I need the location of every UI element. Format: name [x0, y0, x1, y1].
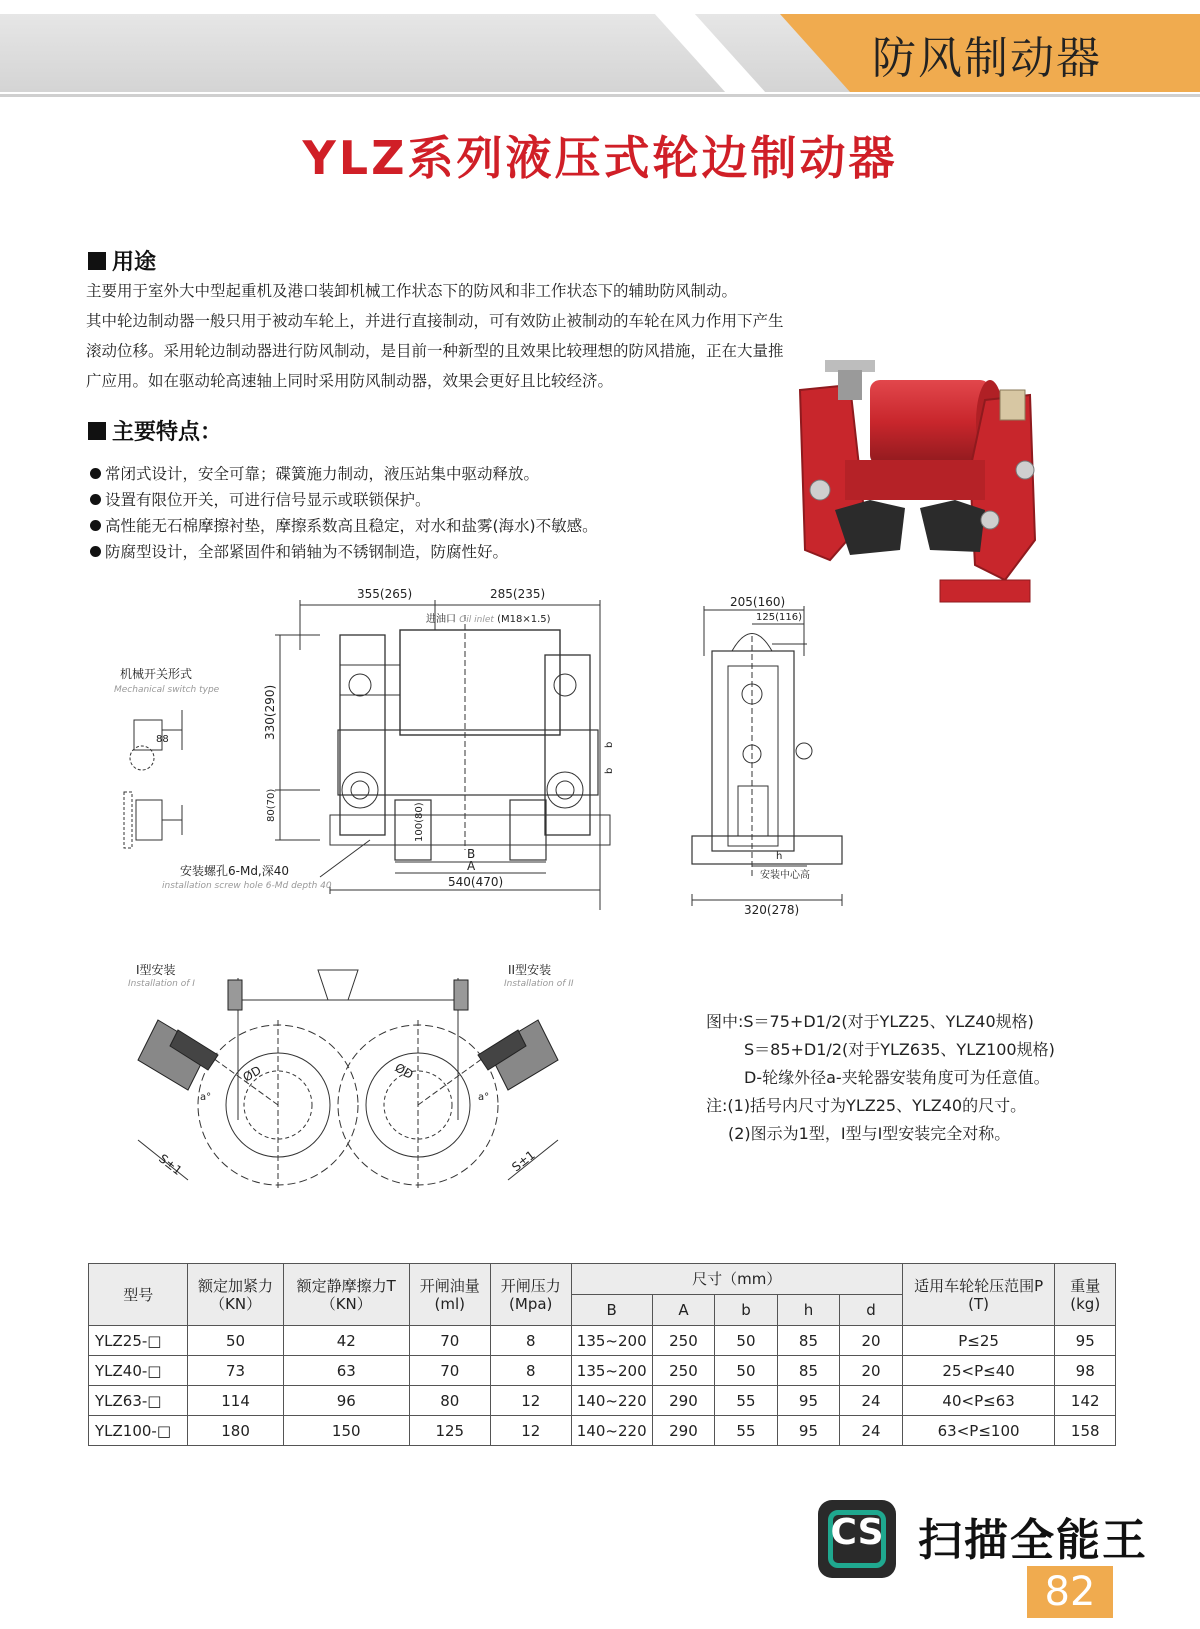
cell-clamp: 114	[188, 1386, 283, 1416]
bullet-dot	[90, 468, 101, 479]
dim-b-upper: b	[604, 741, 615, 748]
note-line: (2)图示为1型，I型与I型安装完全对称。	[728, 1124, 1011, 1143]
page-title: YLZ系列液压式轮边制动器	[302, 131, 898, 185]
cell-pressure: 8	[490, 1326, 571, 1356]
cell-h: 85	[777, 1356, 840, 1386]
bullet-dot	[90, 494, 101, 505]
cell-clamp: 73	[188, 1356, 283, 1386]
table-row	[89, 1356, 1116, 1386]
table-row	[89, 1416, 1116, 1446]
usage-line: 其中轮边制动器一般只用于被动车轮上，并进行直接制动，可有效防止被制动的车轮在风力作用下产生	[86, 312, 784, 330]
usage-paragraph	[86, 276, 886, 396]
cell-model: YLZ100-□	[89, 1416, 188, 1446]
feature-text: 防腐型设计，全部紧固件和销轴为不锈钢制造，防腐性好。	[105, 543, 509, 561]
feature-text: 常闭式设计，安全可靠；碟簧施力制动，液压站集中驱动释放。	[105, 465, 540, 483]
col-header-wheel: 适用车轮轮压范围P (T)	[902, 1264, 1055, 1326]
col-header-weight: 重量 (kg)	[1055, 1264, 1116, 1326]
cell-pressure: 8	[490, 1356, 571, 1386]
note-line: 注:(1)括号内尺寸为YLZ25、YLZ40的尺寸。	[706, 1096, 1027, 1115]
cell-model: YLZ63-□	[89, 1386, 188, 1416]
note-line: D-轮缘外径a-夹轮器安装角度可为任意值。	[744, 1068, 1050, 1087]
cell-wheel: 63<P≤100	[902, 1416, 1055, 1446]
cell-b: 55	[715, 1386, 778, 1416]
screw-hole-label-en: installation screw hole 6-Md depth 40	[162, 881, 332, 891]
install-offset-right: S±1	[509, 1147, 538, 1175]
cell-pressure: 12	[490, 1416, 571, 1446]
installation-drawing	[118, 960, 598, 1210]
switch-title: 机械开关形式	[120, 667, 193, 681]
cell-clamp: 50	[188, 1326, 283, 1356]
col-header-clamp: 额定加紧力 （KN）	[188, 1264, 283, 1326]
dim-height-upper: 330(290)	[263, 684, 277, 740]
dim-pad-height: 100(80)	[414, 802, 425, 842]
dim-B: B	[467, 847, 476, 861]
cell-oil: 125	[409, 1416, 490, 1446]
spec-table	[88, 1263, 1116, 1446]
product-photo	[790, 360, 1070, 610]
drawing-notes	[706, 1008, 1055, 1148]
cell-d: 20	[840, 1356, 903, 1386]
dim-side-h: h	[776, 851, 783, 862]
feature-item	[90, 540, 508, 562]
cell-h: 95	[777, 1386, 840, 1416]
cs-logo-icon	[818, 1500, 896, 1578]
cell-B: 140~220	[571, 1416, 652, 1446]
note-line: 图中:S＝75+D1/2(对于YLZ25、YLZ40规格)	[706, 1012, 1034, 1031]
cell-d: 24	[840, 1416, 903, 1446]
cell-friction: 150	[283, 1416, 409, 1446]
col-header-pressure: 开闸压力 (Mpa)	[490, 1264, 571, 1326]
install-diameter-left: ØD	[240, 1063, 264, 1085]
cell-weight: 142	[1055, 1386, 1116, 1416]
usage-heading	[88, 245, 156, 276]
switch-drawing	[110, 660, 250, 860]
oil-inlet-thread: (M18×1.5)	[497, 614, 551, 625]
cell-wheel: P≤25	[902, 1326, 1055, 1356]
col-header-b: b	[715, 1295, 778, 1326]
usage-line: 滚动位移。采用轮边制动器进行防风制动，是目前一种新型的且效果比较理想的防风措施，正在大量推	[86, 342, 784, 360]
table-row	[89, 1386, 1116, 1416]
install-angle-right: a°	[478, 1092, 490, 1103]
cell-wheel: 25<P≤40	[902, 1356, 1055, 1386]
brake-pad-right	[920, 500, 985, 552]
col-header-A: A	[652, 1295, 715, 1326]
cell-A: 250	[652, 1356, 715, 1386]
cell-B: 135~200	[571, 1356, 652, 1386]
feature-text: 设置有限位开关，可进行信号显示或联锁保护。	[105, 491, 431, 509]
bullet-square	[88, 252, 106, 270]
cell-b: 55	[715, 1416, 778, 1446]
dim-side-width: 320(278)	[744, 903, 800, 917]
dim-b-lower: b	[604, 767, 615, 774]
cell-clamp: 180	[188, 1416, 283, 1446]
cell-friction: 42	[283, 1326, 409, 1356]
col-header-model: 型号	[89, 1264, 188, 1326]
oil-inlet-label	[426, 612, 551, 625]
usage-line: 主要用于室外大中型起重机及港口装卸机械工作状态下的防风和非工作状态下的辅助防风制动。	[86, 282, 738, 300]
dim-front-top-left: 355(265)	[357, 587, 413, 601]
note-line: S＝85+D1/2(对于YLZ635、YLZ100规格)	[744, 1040, 1055, 1059]
cell-b: 50	[715, 1356, 778, 1386]
page-number: 82	[1044, 1569, 1096, 1615]
dim-height-lower: 80(70)	[266, 788, 277, 822]
cell-b: 50	[715, 1326, 778, 1356]
cell-weight: 98	[1055, 1356, 1116, 1386]
header-rule	[0, 94, 1200, 97]
cell-A: 290	[652, 1386, 715, 1416]
cell-weight: 95	[1055, 1326, 1116, 1356]
features-heading	[88, 415, 222, 446]
col-header-d: d	[840, 1295, 903, 1326]
dim-side-top: 205(160)	[730, 595, 786, 609]
usage-line: 广应用。如在驱动轮高速轴上同时采用防风制动器，效果会更好且比较经济。	[86, 372, 614, 390]
install-diameter-right: ØD	[392, 1060, 416, 1082]
install-offset-left: S±1	[156, 1151, 185, 1178]
cell-model: YLZ25-□	[89, 1326, 188, 1356]
bullet-dot	[90, 546, 101, 557]
oil-inlet-en: Oil inlet	[459, 615, 494, 625]
oil-inlet-text: 进油口	[426, 614, 456, 625]
cell-oil: 70	[409, 1326, 490, 1356]
col-header-B: B	[571, 1295, 652, 1326]
col-header-size: 尺寸（mm）	[571, 1264, 902, 1295]
dim-side-sub: 125(116)	[756, 612, 802, 623]
side-view-drawing	[692, 596, 852, 936]
install-type2-label: II型安装	[508, 963, 552, 977]
dim-A: A	[467, 859, 476, 873]
usage-heading-text: 用途	[112, 250, 157, 275]
side-center-label: 安装中心高	[760, 870, 810, 881]
cell-A: 290	[652, 1416, 715, 1446]
install-type2-en: Installation of II	[504, 979, 574, 989]
cell-pressure: 12	[490, 1386, 571, 1416]
bullet-square	[88, 422, 106, 440]
cell-oil: 80	[409, 1386, 490, 1416]
install-type1-en: Installation of I	[128, 979, 195, 989]
install-angle-left: a°	[200, 1092, 212, 1103]
feature-item	[90, 514, 598, 536]
cell-A: 250	[652, 1326, 715, 1356]
category-label: 防风制动器	[872, 33, 1102, 84]
switch-title-en: Mechanical switch type	[114, 685, 220, 695]
feature-item	[90, 462, 539, 484]
screw-hole-label: 安装螺孔6-Md,深40	[180, 864, 290, 878]
cell-B: 140~220	[571, 1386, 652, 1416]
cell-friction: 96	[283, 1386, 409, 1416]
dim-front-top-right: 285(235)	[490, 587, 546, 601]
col-header-oil: 开闸油量 (ml)	[409, 1264, 490, 1326]
install-type1-label: I型安装	[136, 963, 176, 977]
cell-weight: 158	[1055, 1416, 1116, 1446]
col-header-friction: 额定静摩擦力T （KN）	[283, 1264, 409, 1326]
cell-B: 135~200	[571, 1326, 652, 1356]
feature-text: 高性能无石棉摩擦衬垫，摩擦系数高且稳定，对水和盐雾(海水)不敏感。	[105, 517, 598, 535]
table-row	[89, 1326, 1116, 1356]
bullet-dot	[90, 520, 101, 531]
cell-oil: 70	[409, 1356, 490, 1386]
cs-logo-text: CS	[830, 1512, 884, 1553]
col-header-h: h	[777, 1295, 840, 1326]
cell-d: 20	[840, 1326, 903, 1356]
cell-friction: 63	[283, 1356, 409, 1386]
hydraulic-cylinder	[870, 380, 990, 465]
cell-h: 85	[777, 1326, 840, 1356]
switch-dim: 88	[156, 734, 169, 745]
scanner-app-name: 扫描全能王	[918, 1515, 1148, 1566]
cell-model: YLZ40-□	[89, 1356, 188, 1386]
features-heading-text: 主要特点：	[112, 420, 223, 445]
cell-h: 95	[777, 1416, 840, 1446]
dim-front-width: 540(470)	[448, 875, 504, 889]
cell-d: 24	[840, 1386, 903, 1416]
brake-pad-left	[835, 500, 905, 555]
feature-item	[90, 488, 431, 510]
cell-wheel: 40<P≤63	[902, 1386, 1055, 1416]
